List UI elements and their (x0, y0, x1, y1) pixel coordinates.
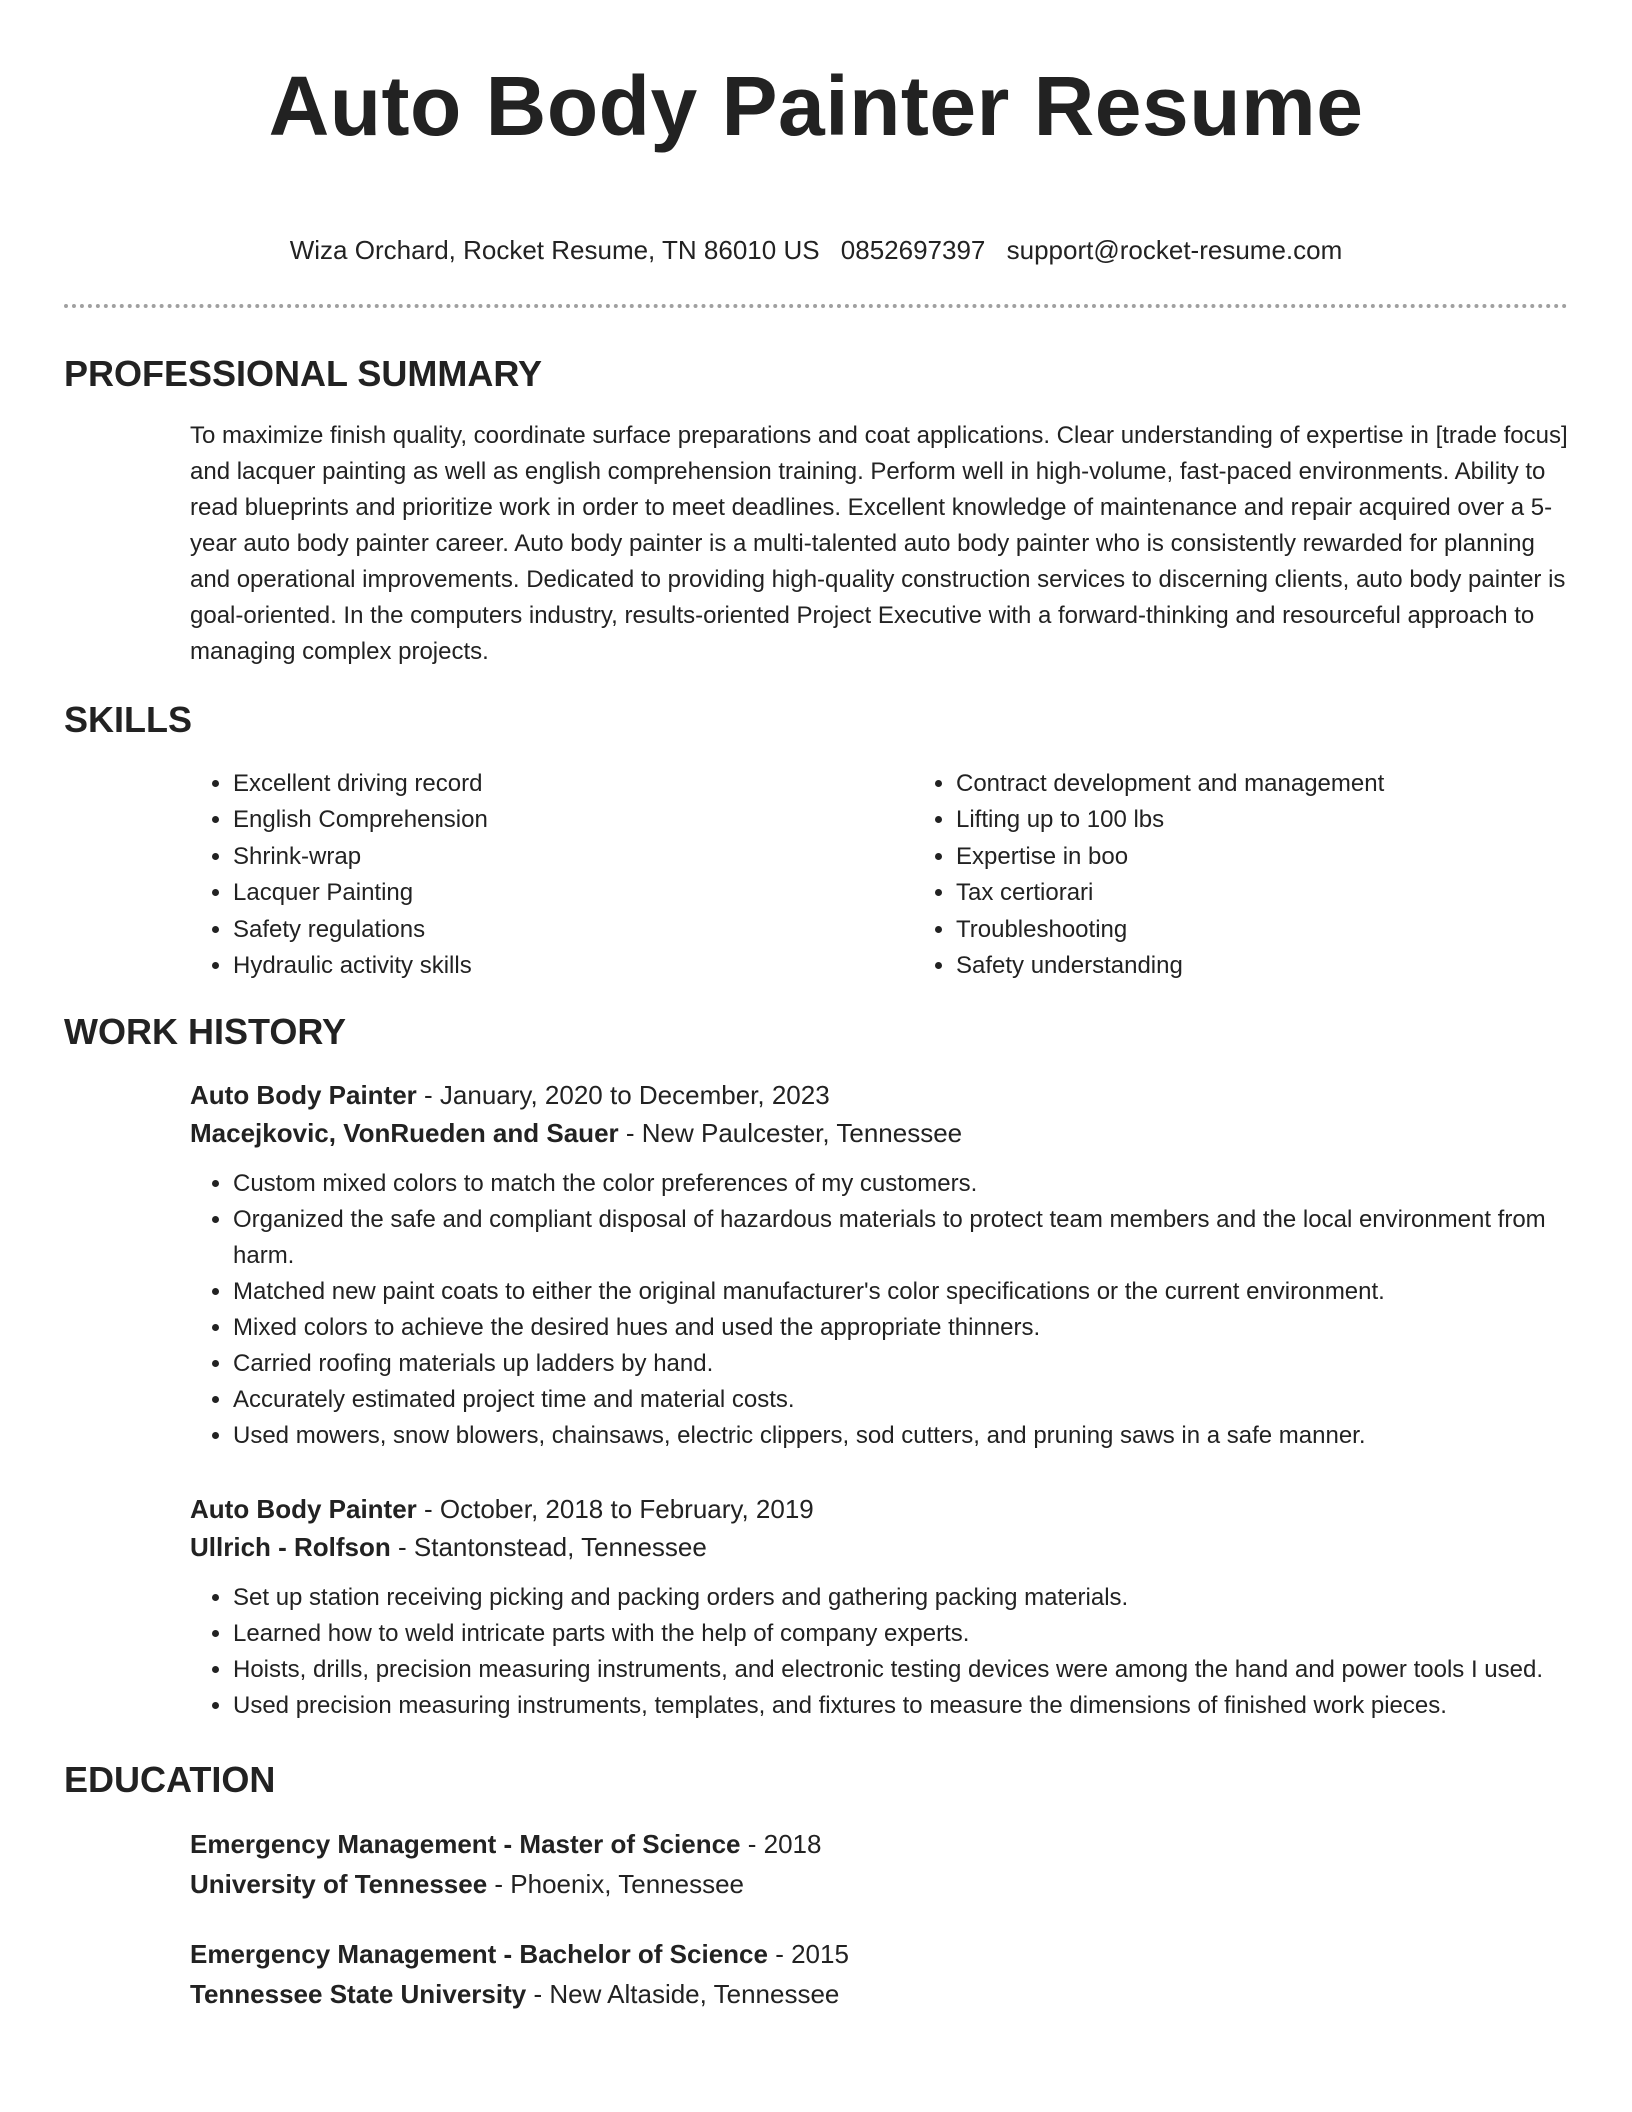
job-duties (190, 1580, 1568, 1724)
job-title-line (190, 1076, 1568, 1114)
skill-item: • Hydraulic activity skills (233, 948, 913, 984)
skill-item: • Troubleshooting (956, 912, 1556, 948)
school-name: Tennessee State University (190, 1979, 527, 2010)
job-duties (190, 1166, 1568, 1454)
company-line (190, 1528, 1568, 1566)
company-location: - New Paulcester, Tennessee (618, 1118, 963, 1149)
education-entry (190, 1934, 1568, 2014)
school-line (190, 1864, 1568, 1904)
company-name: Macejkovic, VonRueden and Sauer (190, 1118, 619, 1149)
summary-text: To maximize finish quality, coordinate surface preparations and coat applications. Clear understanding of expertise in [trade focus] and lacquer painting as well as english comprehension training. Perform well in high-volume, fast-paced environments. Ability to read blueprints and prioritize work in order to meet deadlines. Excellent knowledge of maintenance and repair acquired over a 5-year auto body painter career. Auto body painter is a multi-talented auto body painter who is consistently rewarded for planning and operational improvements. Dedicated to providing high-quality construction services to discerning clients, auto body painter is goal-oriented. In the computers industry, results-oriented Project Executive with a forward-thinking and resourceful approach to managing complex projects. (190, 422, 1568, 665)
skill-item: • Safety regulations (233, 912, 913, 948)
degree-line (190, 1824, 1568, 1864)
summary-heading: PROFESSIONAL SUMMARY (64, 353, 543, 394)
education-heading: EDUCATION (64, 1759, 276, 1801)
school-location: - New Altaside, Tennessee (526, 1979, 840, 2010)
duty-item: • Learned how to weld intricate parts with the help of company experts. (233, 1616, 1568, 1652)
skills-heading: SKILLS (64, 699, 193, 740)
contact-email: support@rocket-resume.com (1006, 235, 1343, 265)
company-location: - Stantonstead, Tennessee (390, 1532, 707, 1563)
skill-item: • Contract development and management (956, 766, 1556, 802)
skill-item: • Excellent driving record (233, 766, 913, 802)
school-line (190, 1974, 1568, 2014)
job-title: Auto Body Painter (190, 1494, 417, 1525)
job-title-line (190, 1490, 1568, 1528)
resume-title: Auto Body Painter Resume (268, 59, 1364, 153)
work-history-heading: WORK HISTORY (64, 1011, 347, 1053)
duty-item: • Used mowers, snow blowers, chainsaws, electric clippers, sod cutters, and pruning saws in a safe manner. (233, 1418, 1568, 1454)
job-dates: - October, 2018 to February, 2019 (416, 1494, 814, 1525)
job-title: Auto Body Painter (190, 1080, 417, 1111)
skills-list-right (913, 766, 1556, 984)
skill-item: • Lacquer Painting (233, 875, 913, 911)
degree-year: - 2015 (767, 1939, 849, 1970)
skill-item: • Lifting up to 100 lbs (956, 802, 1556, 838)
degree-name: Emergency Management - Bachelor of Science (190, 1939, 768, 1970)
job-dates: - January, 2020 to December, 2023 (416, 1080, 830, 1111)
skill-item: • Shrink-wrap (233, 839, 913, 875)
education-entry (190, 1824, 1568, 1904)
duty-item: • Set up station receiving picking and packing orders and gathering packing materials. (233, 1580, 1568, 1616)
skill-item: • Safety understanding (956, 948, 1556, 984)
contact-line (64, 232, 1568, 268)
duty-item: • Carried roofing materials up ladders by hand. (233, 1346, 1568, 1382)
duty-item: • Custom mixed colors to match the color preferences of my customers. (233, 1166, 1568, 1202)
header-divider (64, 304, 1568, 308)
degree-year: - 2018 (740, 1829, 822, 1860)
duty-item: • Accurately estimated project time and material costs. (233, 1382, 1568, 1418)
school-name: University of Tennessee (190, 1869, 488, 1900)
skill-item: • Tax certiorari (956, 875, 1556, 911)
duty-item: • Matched new paint coats to either the original manufacturer's color specifications or the current environment. (233, 1274, 1568, 1310)
job-entry (190, 1076, 1568, 1454)
skill-item: • English Comprehension (233, 802, 913, 838)
skills-list-left (190, 766, 913, 984)
skill-item: • Expertise in boo (956, 839, 1556, 875)
job-entry (190, 1490, 1568, 1724)
company-name: Ullrich - Rolfson (190, 1532, 391, 1563)
degree-name: Emergency Management - Master of Science (190, 1829, 741, 1860)
contact-address: Wiza Orchard, Rocket Resume, TN 86010 US (289, 235, 820, 265)
school-location: - Phoenix, Tennessee (487, 1869, 744, 1900)
duty-item: • Mixed colors to achieve the desired hues and used the appropriate thinners. (233, 1310, 1568, 1346)
degree-line (190, 1934, 1568, 1974)
skills-columns (190, 766, 1568, 984)
company-line (190, 1114, 1568, 1152)
contact-phone: 0852697397 (840, 235, 986, 265)
duty-item: • Organized the safe and compliant disposal of hazardous materials to protect team members and the local environment from harm. (233, 1202, 1568, 1274)
duty-item: • Hoists, drills, precision measuring instruments, and electronic testing devices were among the hand and power tools I used. (233, 1652, 1568, 1688)
duty-item: • Used precision measuring instruments, templates, and fixtures to measure the dimensions of finished work pieces. (233, 1688, 1568, 1724)
